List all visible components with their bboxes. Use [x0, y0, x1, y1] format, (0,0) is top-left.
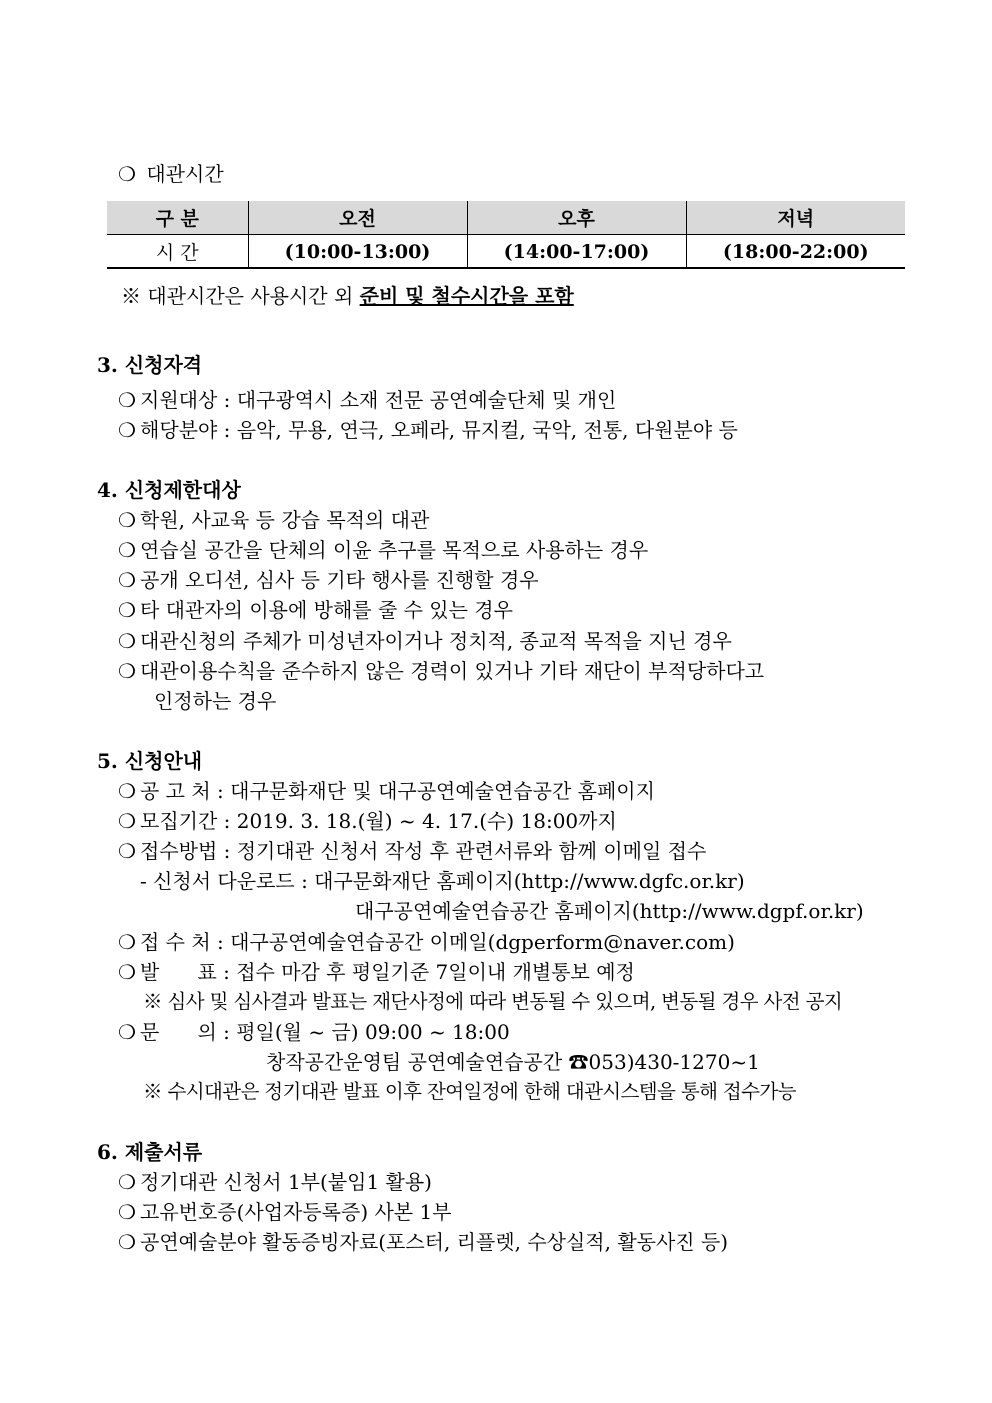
- circle-bullet-icon: ❍: [118, 1230, 136, 1254]
- list-item: ❍ 대관이용수칙을 준수하지 않은 경력이 있거나 기타 재단이 부적당하다고: [118, 659, 765, 683]
- list-item: ❍ 지원대상 : 대구광역시 소재 전문 공연예술단체 및 개인: [118, 388, 617, 412]
- list-item: ❍ 공연예술분야 활동증빙자료(포스터, 리플렛, 수상실적, 활동사진 등): [118, 1230, 729, 1254]
- table-cell: (10:00-13:00): [248, 235, 467, 269]
- circle-bullet-icon: ❍: [118, 598, 136, 622]
- list-item: ❍ 정기대관 신청서 1부(붙임1 활용): [118, 1170, 432, 1194]
- circle-bullet-icon: ❍: [118, 508, 136, 532]
- table-header-cell: 저녁: [686, 201, 905, 235]
- download-line-2: 대구공연예술연습공간 홈페이지(http://www.dgpf.or.kr): [355, 899, 864, 923]
- list-item: ❍ 발 표 : 접수 마감 후 평일기준 7일이내 개별통보 예정: [118, 960, 635, 984]
- table-cell: (14:00-17:00): [467, 235, 686, 269]
- circle-bullet-icon: ❍: [118, 839, 136, 863]
- table-header-cell: 오후: [467, 201, 686, 235]
- circle-bullet-icon: ❍: [118, 162, 136, 186]
- rental-time-heading: ❍ 대관시간: [118, 162, 224, 186]
- list-item: ❍ 고유번호증(사업자등록증) 사본 1부: [118, 1200, 452, 1224]
- table-row: [107, 235, 905, 269]
- list-item: ❍ 학원, 사교육 등 강습 목적의 대관: [118, 508, 430, 532]
- circle-bullet-icon: ❍: [118, 418, 136, 442]
- list-item: ❍ 공개 오디션, 심사 등 기타 행사를 진행할 경우: [118, 568, 539, 592]
- rental-time-note-emphasis: 준비 및 철수시간을 포함: [359, 284, 574, 308]
- rental-time-table: [107, 201, 905, 268]
- list-item: ❍ 해당분야 : 음악, 무용, 연극, 오페라, 뮤지컬, 국악, 전통, 다원분야 등: [118, 418, 738, 442]
- circle-bullet-icon: ❍: [118, 960, 136, 984]
- circle-bullet-icon: ❍: [118, 1170, 136, 1194]
- circle-bullet-icon: ❍: [118, 1200, 136, 1224]
- table-cell: 시 간: [155, 242, 199, 264]
- list-item: ❍ 문 의 : 평일(월 ~ 금) 09:00 ~ 18:00: [118, 1020, 510, 1044]
- list-item-continuation: 인정하는 경우: [154, 689, 277, 713]
- list-item: ❍ 접수방법 : 정기대관 신청서 작성 후 관련서류와 함께 이메일 접수: [118, 839, 707, 863]
- inquiry-team: 창작공간운영팀 공연예술연습공간 ☎053)430-1270~1: [266, 1050, 760, 1074]
- circle-bullet-icon: ❍: [118, 1020, 136, 1044]
- list-item: ❍ 타 대관자의 이용에 방해를 줄 수 있는 경우: [118, 598, 513, 622]
- list-item: ❍ 모집기간 : 2019. 3. 18.(월) ~ 4. 17.(수) 18:00까지: [118, 809, 617, 833]
- section-3-title: 3. 신청자격: [97, 353, 203, 377]
- list-item: ❍ 접 수 처 : 대구공연예술연습공간 이메일(dgperform@naver.com): [118, 930, 735, 954]
- table-header-cell: 오전: [248, 201, 467, 235]
- circle-bullet-icon: ❍: [118, 388, 136, 412]
- circle-bullet-icon: ❍: [118, 568, 136, 592]
- table-header-row: [107, 201, 905, 235]
- circle-bullet-icon: ❍: [118, 538, 136, 562]
- circle-bullet-icon: ❍: [118, 629, 136, 653]
- list-item: ❍ 대관신청의 주체가 미성년자이거나 정치적, 종교적 목적을 지닌 경우: [118, 629, 732, 653]
- section-5-title: 5. 신청안내: [97, 749, 203, 773]
- section-6-title: 6. 제출서류: [97, 1140, 203, 1164]
- circle-bullet-icon: ❍: [118, 779, 136, 803]
- circle-bullet-icon: ❍: [118, 930, 136, 954]
- section-4-title: 4. 신청제한대상: [97, 478, 241, 502]
- circle-bullet-icon: ❍: [118, 809, 136, 833]
- final-note: ※ 수시대관은 정기대관 발표 이후 잔여일정에 한해 대관시스템을 통해 접수가능: [143, 1080, 796, 1103]
- list-item: ❍ 연습실 공간을 단체의 이윤 추구를 목적으로 사용하는 경우: [118, 538, 649, 562]
- table-cell: (18:00-22:00): [686, 235, 905, 269]
- download-line-1: - 신청서 다운로드 : 대구문화재단 홈페이지(http://www.dgfc.or.kr): [140, 869, 745, 893]
- rental-time-note: ※ 대관시간은 사용시간 외 준비 및 철수시간을 포함: [121, 284, 574, 308]
- circle-bullet-icon: ❍: [118, 659, 136, 683]
- announce-note: ※ 심사 및 심사결과 발표는 재단사정에 따라 변동될 수 있으며, 변동될 경우 사전 공지: [143, 990, 843, 1013]
- table-header-cell: 구 분: [107, 201, 248, 235]
- list-item: ❍ 공 고 처 : 대구문화재단 및 대구공연예술연습공간 홈페이지: [118, 779, 655, 803]
